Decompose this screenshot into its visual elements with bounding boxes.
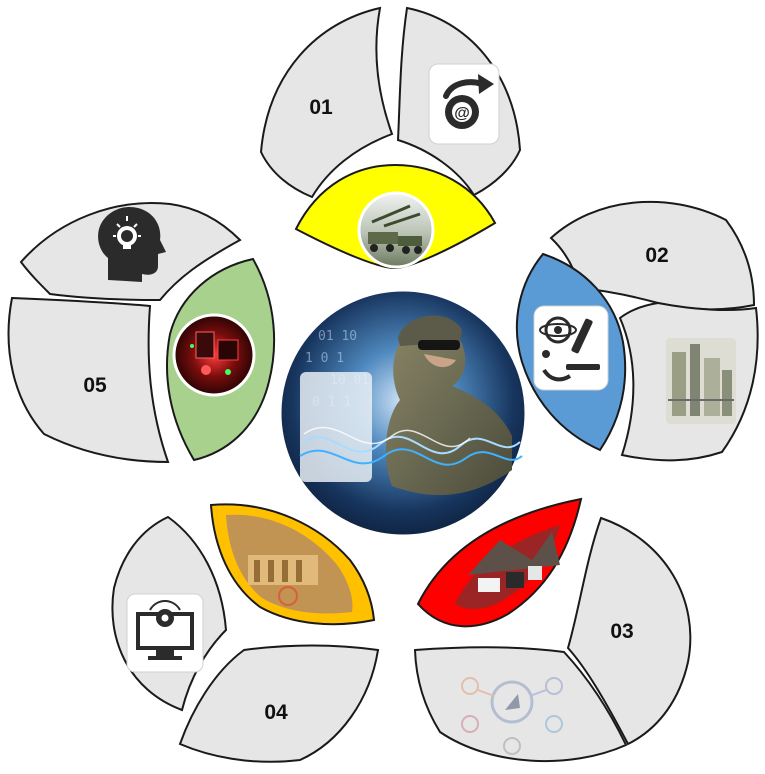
- monitor-settings-icon: [127, 594, 203, 672]
- soldier-cyber-photo: [280, 290, 526, 536]
- military-vehicles-photo: [359, 193, 433, 267]
- svg-text:1 0 1: 1 0 1: [305, 351, 345, 366]
- petal-05: [167, 259, 274, 460]
- industrial-plant-photo: [666, 338, 736, 424]
- svg-text:@: @: [454, 105, 470, 122]
- segment-01-number: 01: [309, 96, 333, 119]
- segment-02-number: 02: [645, 244, 669, 267]
- science-lab-icon: [534, 306, 608, 390]
- segment-04-number: 04: [264, 701, 288, 724]
- segment-03-number: 03: [610, 620, 634, 643]
- institution-building-photo: [226, 515, 352, 614]
- svg-text:01 10: 01 10: [318, 329, 358, 344]
- segment-05-number: 05: [83, 374, 107, 397]
- email-share-icon: [429, 64, 499, 144]
- lab-equipment-photo: [174, 315, 254, 395]
